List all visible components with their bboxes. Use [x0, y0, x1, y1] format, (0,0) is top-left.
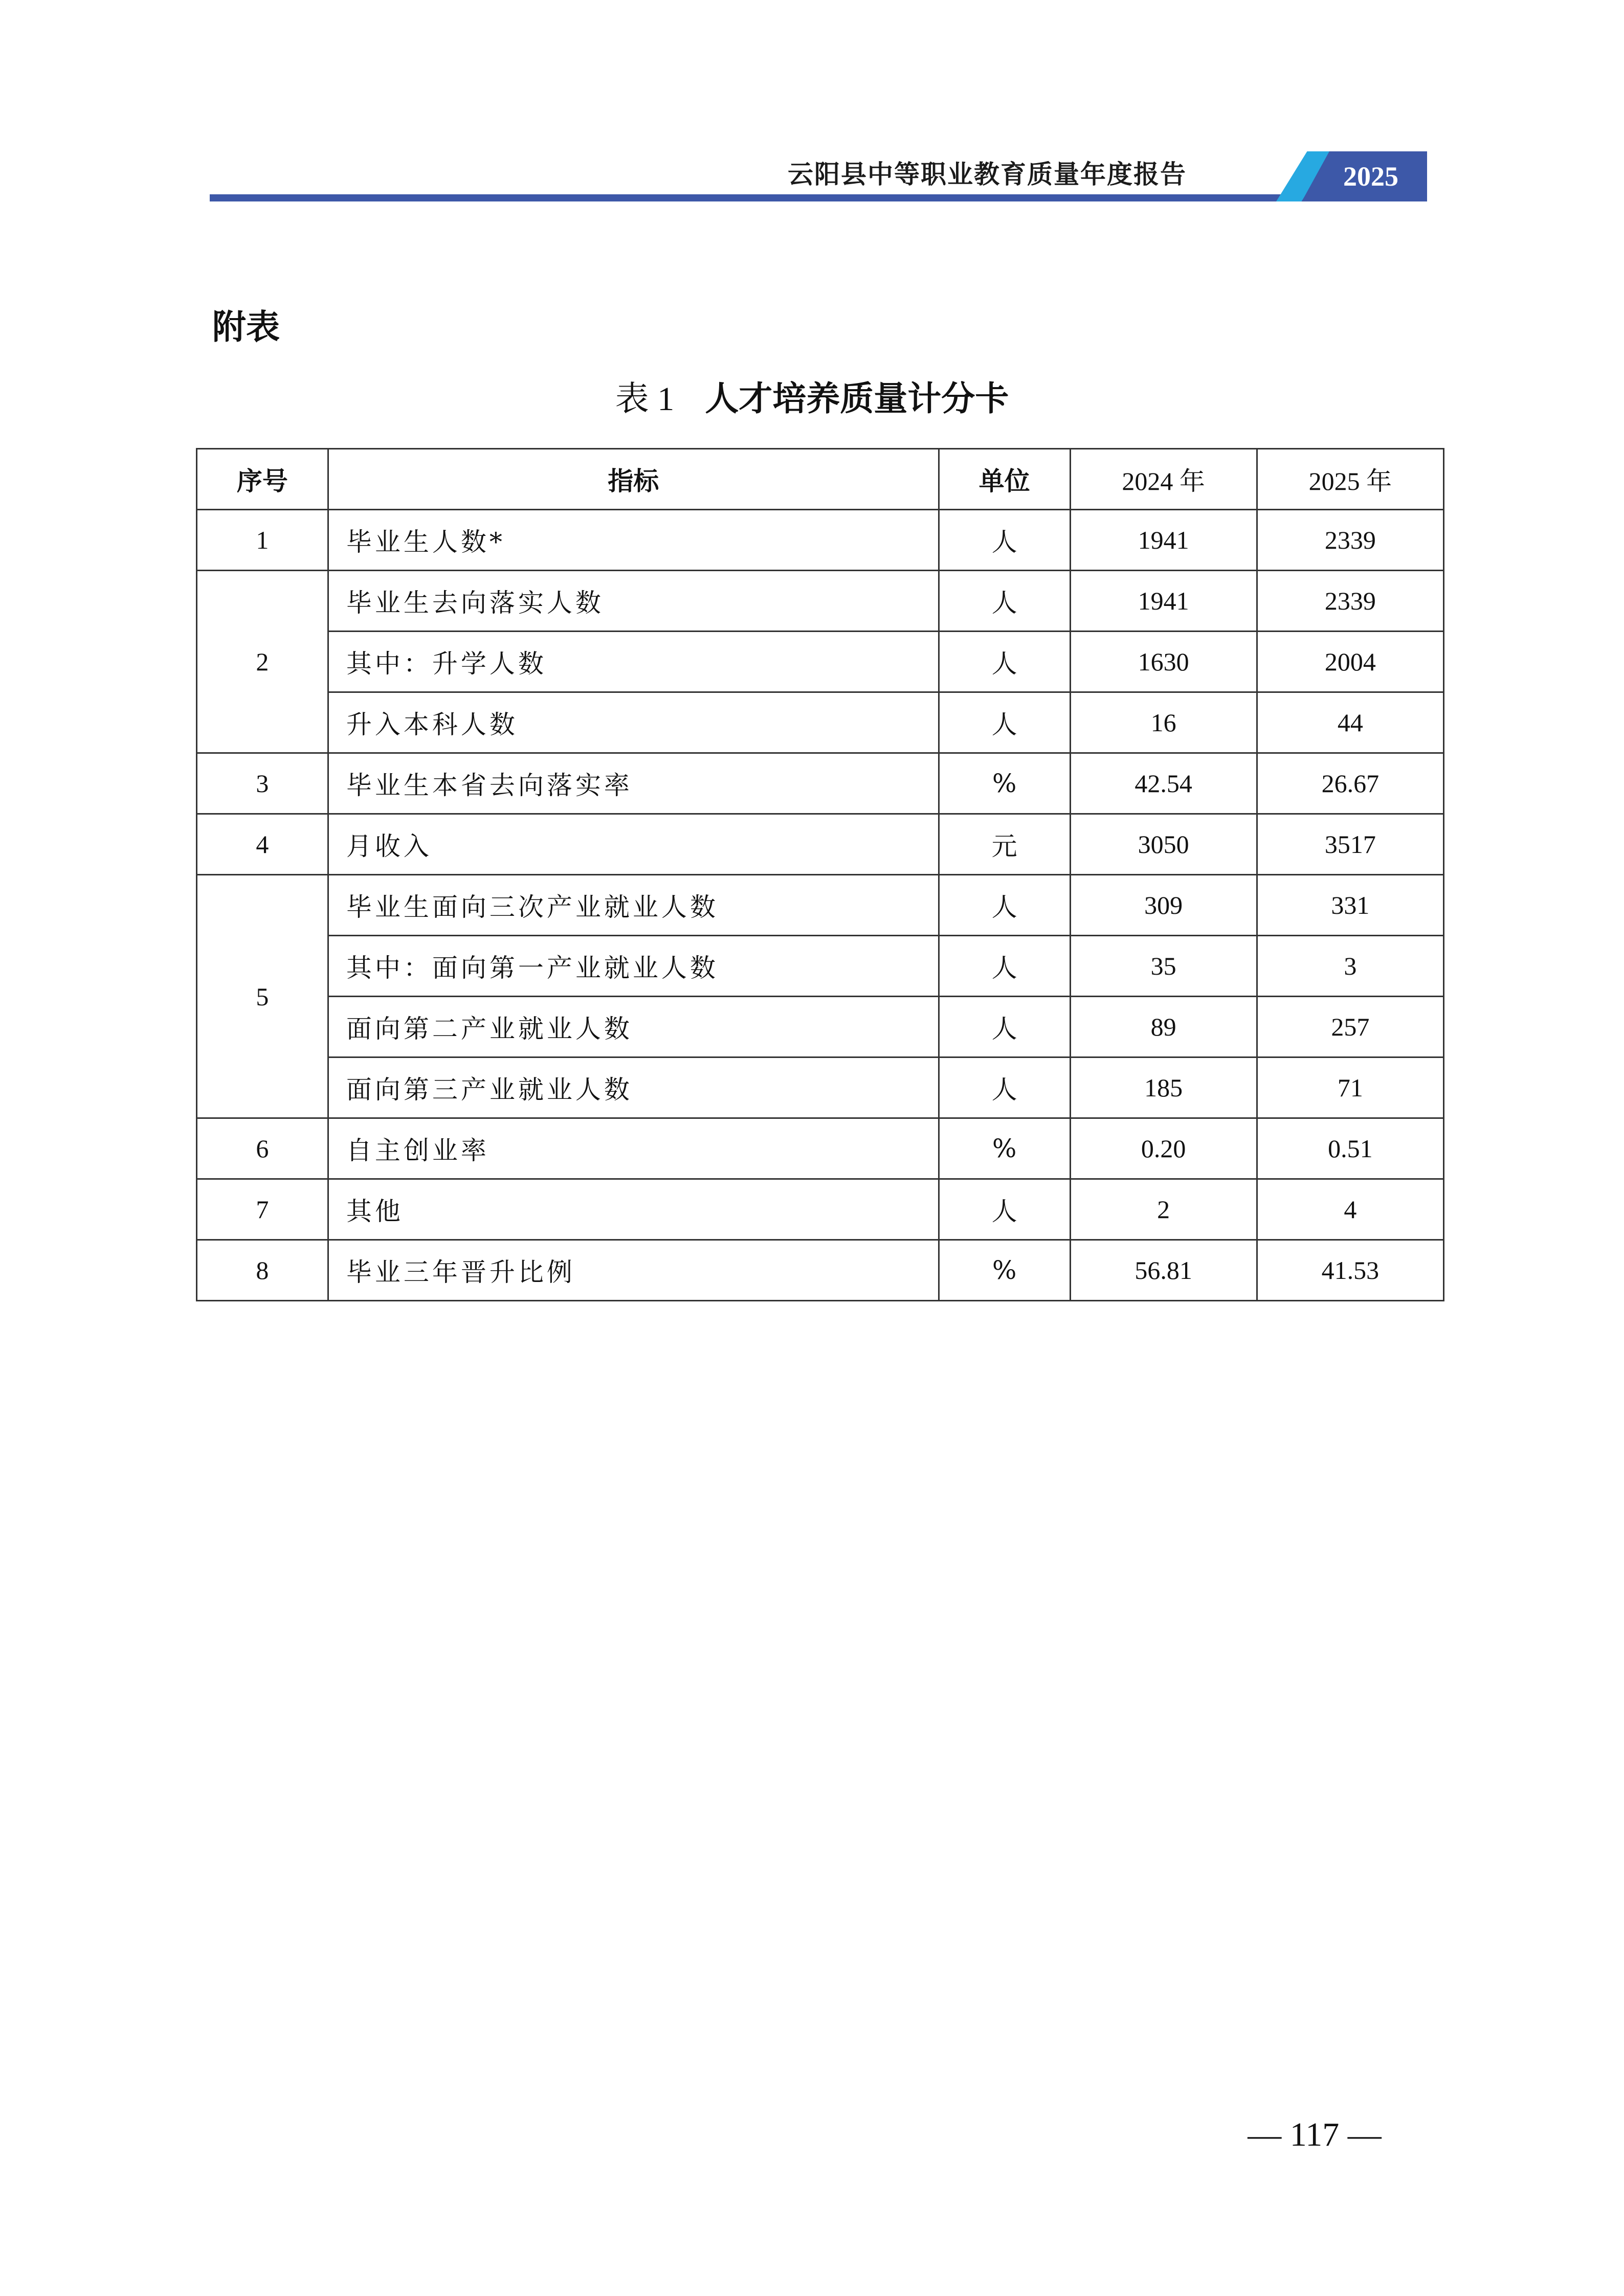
seq-cell: 3: [197, 753, 328, 814]
seq-cell: 1: [197, 510, 328, 571]
table-row: [197, 571, 1444, 632]
value-2024-cell: 309: [1070, 875, 1257, 936]
indicator-cell: 毕业三年晋升比例: [328, 1240, 939, 1301]
unit-cell: 人: [939, 875, 1070, 936]
table-row: [197, 814, 1444, 875]
indicator-cell: 自主创业率: [328, 1118, 939, 1179]
indicator-cell: 其他: [328, 1179, 939, 1240]
header-rule: [210, 194, 1427, 201]
col-header-2025: 2025 年: [1257, 449, 1443, 510]
col-header-2024: 2024 年: [1070, 449, 1257, 510]
value-2025-cell: 2339: [1257, 571, 1443, 632]
indicator-cell: 其中：升学人数: [328, 632, 939, 692]
seq-cell: 2: [197, 571, 328, 753]
table-row: [197, 632, 1444, 692]
table-row: [197, 936, 1444, 997]
value-2025-cell: 4: [1257, 1179, 1443, 1240]
value-2024-cell: 0.20: [1070, 1118, 1257, 1179]
table-row: [197, 1240, 1444, 1301]
unit-cell: 人: [939, 571, 1070, 632]
report-header-title: 云阳县中等职业教育质量年度报告: [788, 159, 1187, 189]
seq-cell: 6: [197, 1118, 328, 1179]
seq-cell: 4: [197, 814, 328, 875]
table-row: [197, 997, 1444, 1057]
value-2024-cell: 16: [1070, 692, 1257, 753]
unit-cell: 人: [939, 510, 1070, 571]
indicator-cell: 面向第三产业就业人数: [328, 1057, 939, 1118]
talent-quality-scorecard-table: [196, 448, 1444, 1301]
value-2024-cell: 2: [1070, 1179, 1257, 1240]
table-row: [197, 692, 1444, 753]
value-2025-cell: 26.67: [1257, 753, 1443, 814]
value-2025-cell: 71: [1257, 1057, 1443, 1118]
value-2024-cell: 1941: [1070, 571, 1257, 632]
unit-cell: 元: [939, 814, 1070, 875]
value-2025-cell: 3517: [1257, 814, 1443, 875]
unit-cell: 人: [939, 692, 1070, 753]
unit-cell: %: [939, 1240, 1070, 1301]
value-2025-cell: 257: [1257, 997, 1443, 1057]
unit-cell: 人: [939, 632, 1070, 692]
indicator-cell: 毕业生人数*: [328, 510, 939, 571]
value-2025-cell: 0.51: [1257, 1118, 1443, 1179]
table-header-row: [197, 449, 1444, 510]
unit-cell: 人: [939, 997, 1070, 1057]
unit-cell: 人: [939, 1179, 1070, 1240]
value-2024-cell: 1630: [1070, 632, 1257, 692]
page-number: — 117 —: [1248, 2116, 1382, 2153]
indicator-cell: 毕业生去向落实人数: [328, 571, 939, 632]
appendix-heading: 附表: [212, 307, 280, 347]
indicator-cell: 其中：面向第一产业就业人数: [328, 936, 939, 997]
seq-cell: 8: [197, 1240, 328, 1301]
value-2025-cell: 41.53: [1257, 1240, 1443, 1301]
value-2024-cell: 185: [1070, 1057, 1257, 1118]
unit-cell: %: [939, 1118, 1070, 1179]
table-row: [197, 875, 1444, 936]
table-row: [197, 1179, 1444, 1240]
indicator-cell: 毕业生面向三次产业就业人数: [328, 875, 939, 936]
table-caption-name: 人才培养质量计分卡: [705, 379, 1009, 418]
value-2024-cell: 35: [1070, 936, 1257, 997]
col-header-indicator: 指标: [328, 449, 939, 510]
indicator-cell: 毕业生本省去向落实率: [328, 753, 939, 814]
indicator-cell: 升入本科人数: [328, 692, 939, 753]
unit-cell: 人: [939, 936, 1070, 997]
unit-cell: 人: [939, 1057, 1070, 1118]
unit-cell: %: [939, 753, 1070, 814]
indicator-cell: 月收入: [328, 814, 939, 875]
value-2024-cell: 3050: [1070, 814, 1257, 875]
value-2025-cell: 44: [1257, 692, 1443, 753]
header-year: 2025: [1343, 161, 1398, 192]
value-2025-cell: 3: [1257, 936, 1443, 997]
col-header-unit: 单位: [939, 449, 1070, 510]
value-2025-cell: 331: [1257, 875, 1443, 936]
value-2025-cell: 2004: [1257, 632, 1443, 692]
table-caption: [0, 373, 1624, 425]
indicator-cell: 面向第二产业就业人数: [328, 997, 939, 1057]
value-2024-cell: 1941: [1070, 510, 1257, 571]
value-2024-cell: 56.81: [1070, 1240, 1257, 1301]
table-row: [197, 1057, 1444, 1118]
value-2025-cell: 2339: [1257, 510, 1443, 571]
value-2024-cell: 42.54: [1070, 753, 1257, 814]
table-caption-number: 表 1: [615, 380, 675, 418]
seq-cell: 7: [197, 1179, 328, 1240]
seq-cell: 5: [197, 875, 328, 1118]
table-row: [197, 753, 1444, 814]
value-2024-cell: 89: [1070, 997, 1257, 1057]
table-row: [197, 510, 1444, 571]
col-header-seq: 序号: [197, 449, 328, 510]
table-row: [197, 1118, 1444, 1179]
